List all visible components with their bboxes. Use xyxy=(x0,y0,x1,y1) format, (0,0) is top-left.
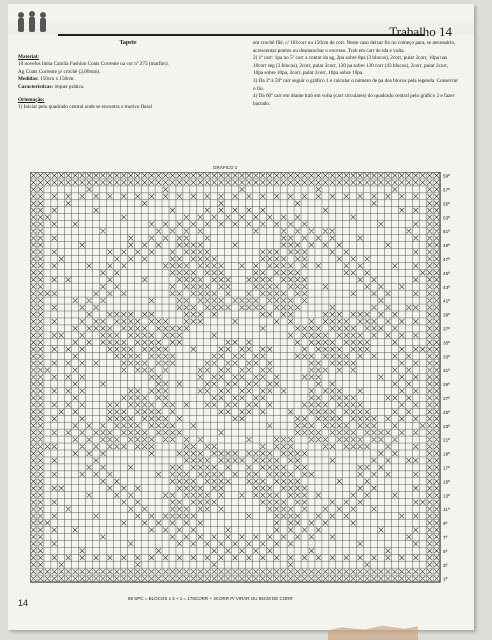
row-label: 33ª xyxy=(443,354,450,360)
row-label: 49ª xyxy=(443,243,450,249)
row-label: 35ª xyxy=(443,340,450,346)
page-title: Trabalho 14 xyxy=(389,24,452,39)
row-label: 13ª xyxy=(443,493,450,499)
row-label: 21ª xyxy=(443,437,450,443)
row-label: 37ª xyxy=(443,326,450,332)
row-label: 45ª xyxy=(443,270,450,276)
size-value: 150cm x 150cm. xyxy=(40,76,75,83)
row-label: 47ª xyxy=(443,256,450,262)
instructions-label: Orientação: xyxy=(18,96,45,103)
instruction-step-3: 3) Da 2ª à 59ª carr seguir o gráfico 1 e calcular o número de pa dos blocos pela legenda. Conservar o fio. xyxy=(253,77,458,92)
material-text: 10 novelos linha Camila Fashion Coats Corrente na cor nº 275 (marfim). xyxy=(18,61,169,68)
row-label: 9ª xyxy=(443,521,448,527)
row-label: 27ª xyxy=(443,395,450,401)
magazine-page xyxy=(8,4,474,630)
chart-footer: 59 SPC = BLOCOS x 3 + 1 = 178CORR + 3CORR P/ VIRAR OU 86CM DE CORR xyxy=(128,596,293,601)
hook-text: Ag Coats Corrente p/ crochê (2,00mm). xyxy=(18,68,101,75)
row-label: 41ª xyxy=(443,298,450,304)
row-label: 55ª xyxy=(443,201,450,207)
size-label: Medidas: xyxy=(18,76,39,83)
row-label: 19ª xyxy=(443,451,450,457)
features-label: Características: xyxy=(18,83,54,90)
row-label: 23ª xyxy=(443,423,450,429)
header-rule xyxy=(58,34,424,36)
row-label: 53ª xyxy=(443,215,450,221)
row-label: 3ª xyxy=(443,562,448,568)
row-label: 59ª xyxy=(443,173,450,179)
row-label: 29ª xyxy=(443,382,450,388)
crochet-chart xyxy=(30,172,470,597)
row-label: 51ª xyxy=(443,229,450,235)
row-label: 57ª xyxy=(443,187,450,193)
instruction-paragraph-1: em crochê filé, c/ 181corr ou 150cm de corr. Neste caso deixar fio no começo para, se necessário, acrescentar pontos ou desmanchar o excesso. Trab em carr de ida e volta. xyxy=(253,40,456,54)
instructions-column xyxy=(253,40,458,108)
instruction-step-2: 2) 1ª carr: 1pa no 5º corr a contar da ag, 2pa sobre 8pa (3 blocos), 2corr, pular 2corr, 10pa nas 10corr seg (3 blocos), 2corr, pular 2corr, 130 pa sobre 130 corr (43 blocos), 2corr, pular 2corr, 10pa sobre 10pa, 2corr, pular 2corr, 10pa sobre 10pa. xyxy=(253,55,449,77)
crochet-grid xyxy=(30,172,470,592)
row-label: 11ª xyxy=(443,507,450,513)
chart-caption: GRÁFICO 1 xyxy=(213,165,238,170)
row-label: 7ª xyxy=(443,534,448,540)
row-label: 25ª xyxy=(443,409,450,415)
figures-logo-icon xyxy=(12,8,52,36)
features-value: requer prática. xyxy=(54,83,85,90)
torn-corner xyxy=(328,624,418,640)
pattern-name: Tapete xyxy=(119,40,137,46)
row-label: 5ª xyxy=(443,548,448,554)
row-label: 39ª xyxy=(443,312,450,318)
materials-column xyxy=(18,40,238,112)
page-number: 14 xyxy=(18,598,29,608)
material-label: Material: xyxy=(18,53,40,60)
row-label: 1ª xyxy=(443,576,448,582)
instruction-step-1: 1) Iniciar pelo quadrado central onde se encontra o motivo floral xyxy=(18,104,152,111)
instruction-step-4: 4) Da 60ª carr em diante trab em volta (carr circulares) do quadrado central pelo gráfico 2 e fazer barrado. xyxy=(253,93,455,107)
row-label: 15ª xyxy=(443,479,450,485)
row-label: 31ª xyxy=(443,368,450,374)
row-label: 43ª xyxy=(443,284,450,290)
row-label: 17ª xyxy=(443,465,450,471)
